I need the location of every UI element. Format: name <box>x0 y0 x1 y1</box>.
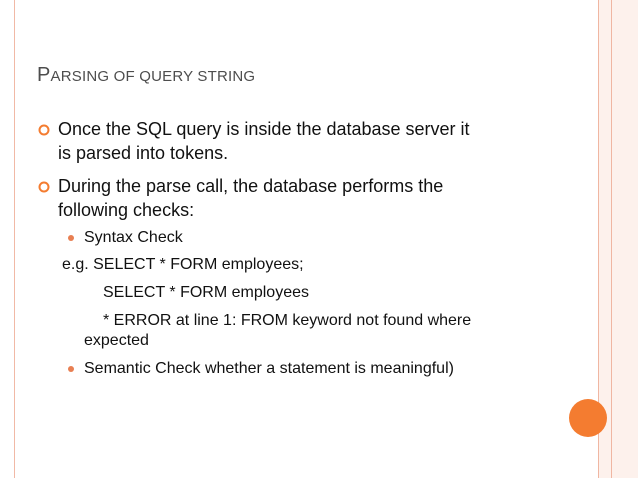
error-text-line-1: * ERROR at line 1: FROM keyword not found where <box>103 312 472 329</box>
bullet-1-line-1: Once the SQL query is inside the database server it <box>58 119 470 139</box>
bullet-2-line-2: following checks: <box>58 200 195 220</box>
title-first-letter: P <box>37 64 51 86</box>
bullet-1-line-2: is parsed into tokens. <box>58 143 229 163</box>
semantic-check-text: Semantic Check whether a statement is meaningful) <box>84 360 454 377</box>
bullet-dot-icon <box>68 366 74 372</box>
bullet-2-line-1: During the parse call, the database performs the <box>58 176 444 196</box>
bullet-ring-icon <box>38 181 50 193</box>
bullet-dot-icon <box>68 235 74 241</box>
slide-title <box>37 64 255 87</box>
decorative-circle <box>569 399 607 437</box>
right-border-line <box>611 0 612 478</box>
error-text-line-2: expected <box>84 332 149 349</box>
bullet-ring-icon <box>38 124 50 136</box>
right-border-band <box>598 0 638 478</box>
example-intro-text: e.g. SELECT * FORM employees; <box>62 256 304 273</box>
example-query-text: SELECT * FORM employees <box>103 284 309 301</box>
title-rest: ARSING OF QUERY STRING <box>50 68 256 85</box>
left-border-line <box>14 0 15 478</box>
syntax-check-text: Syntax Check <box>84 229 183 246</box>
